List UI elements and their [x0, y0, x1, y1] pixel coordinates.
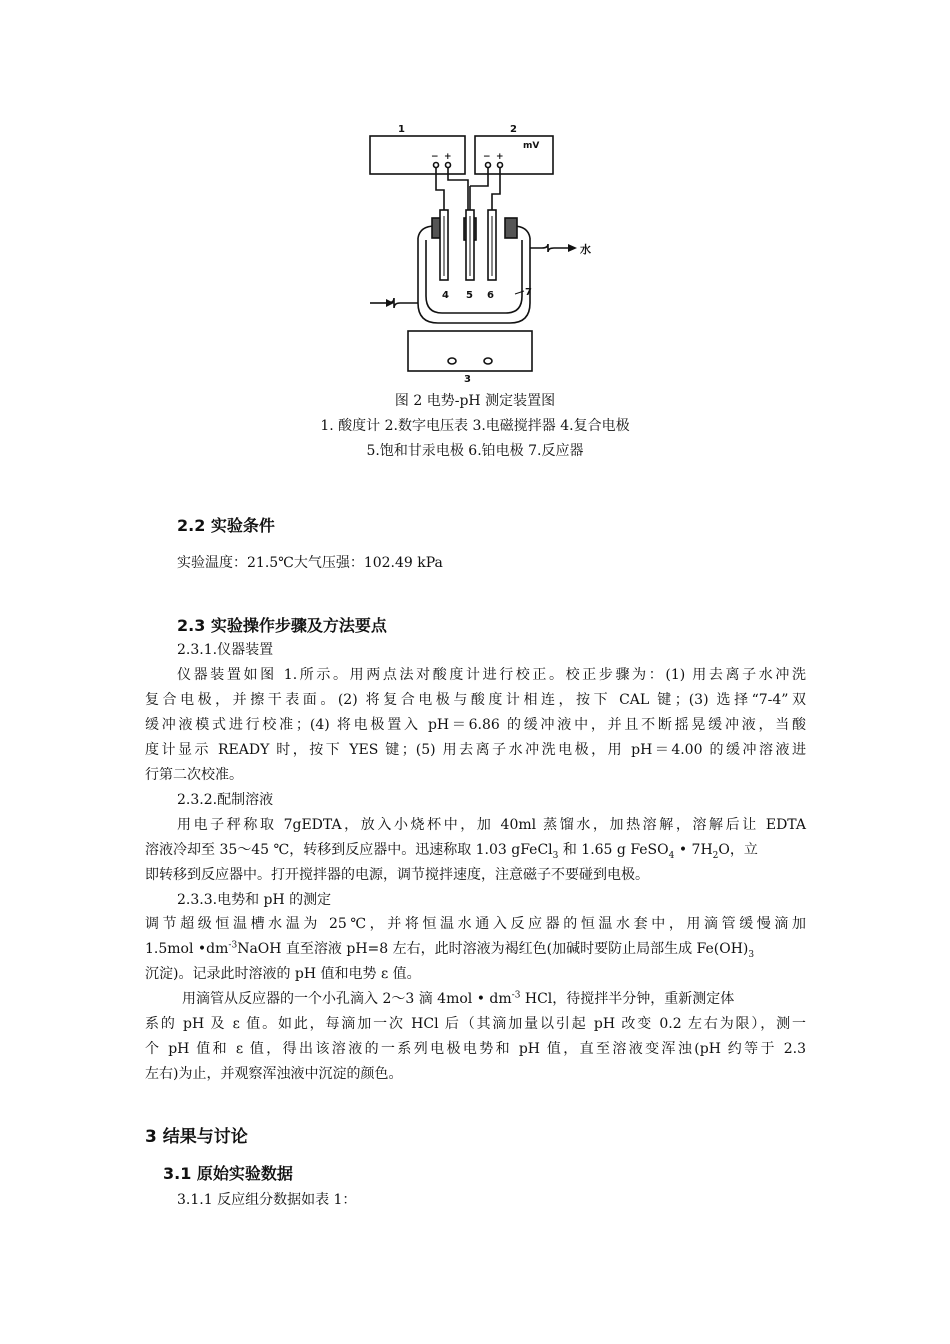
section-3-1-heading: 3.1 原始实验数据 — [163, 1164, 293, 1183]
p4-line1: 用滴管从反应器的一个小孔滴入 2～3 滴 4mol • $dm^{-3}$ HCl，待搅拌半分钟，重新测定体 — [182, 990, 735, 1007]
label-2: 2 — [510, 124, 517, 135]
subsection-2-3-3: 2.3.3.电势和 pH 的测定 — [177, 892, 332, 908]
p4-line2: 系的 pH 及 ε 值。如此，每滴加一次 HCl 后（其滴加量以引起 pH 改变 0.2 左右为限），测一 — [145, 1016, 806, 1032]
section-2-2-heading: 2.2 实验条件 — [177, 516, 275, 535]
label-7: 7 — [525, 287, 532, 298]
p1-line1: 仪器装置如图 1.所示。用两点法对酸度计进行校正。校正步骤为：(1) 用去离子水冲洗 — [177, 667, 806, 683]
stirrer-box — [408, 331, 532, 371]
label-minus-2: − — [483, 152, 491, 162]
figure-caption: 图 2 电势-pH 测定装置图 — [394, 393, 556, 409]
subsection-2-3-2: 2.3.2.配制溶液 — [177, 792, 274, 808]
p1-line4: 度计显示 READY 时，按下 YES 键；(5) 用去离子水冲洗电极，用 pH＝4.00 的缓冲溶液进 — [145, 742, 806, 758]
figure-legend-line1: 1. 酸度计 2.数字电压表 3.电磁搅拌器 4.复合电极 — [320, 418, 630, 434]
lid-right — [505, 218, 517, 238]
section-3-1-1-text: 3.1.1 反应组分数据如表 1： — [177, 1192, 357, 1208]
apparatus-diagram — [360, 118, 600, 388]
apparatus-figure — [360, 118, 600, 388]
label-minus-1: − — [431, 152, 439, 162]
p3-line2: 1.5mol $•dm^{-3}NaOH$ 直至溶液 pH=8 左右，此时溶液为褐红色(加碱时要防止局部生成 $Fe(OH)_3$ — [145, 940, 755, 960]
label-plus-1: + — [444, 152, 452, 162]
p1-line5: 行第二次校准。 — [145, 767, 243, 783]
section-2-3-heading: 2.3 实验操作步骤及方法要点 — [177, 616, 387, 635]
p1-line3: 缓冲液模式进行校准；(4) 将电极置入 pH＝6.86 的缓冲液中，并且不断摇晃缓冲液，当酸 — [145, 717, 806, 733]
p2-line2: 溶液冷却至 35～45 ℃，转移到反应器中。迅速称取 1.03 gFeCl$_3$ 和 1.65 g FeSO$_4$ • $7H_2O$，立 — [145, 842, 758, 861]
p4-line4: 左右)为止，并观察浑浊液中沉淀的颜色。 — [145, 1066, 403, 1082]
p3-line1: 调节超级恒温槽水温为 25℃，并将恒温水通入反应器的恒温水套中，用滴管缓慢滴加 — [145, 916, 806, 932]
label-water: 水 — [580, 243, 591, 256]
experiment-conditions: 实验温度：21.5℃大气压强：102.49 kPa — [177, 555, 443, 571]
label-4: 4 — [442, 290, 449, 301]
p3-line3: 沉淀)。记录此时溶液的 pH 值和电势 ε 值。 — [145, 966, 421, 982]
p4-line3: 个 pH 值和 ε 值，得出该溶液的一系列电极电势和 pH 值，直至溶液变浑浊(pH 约等于 2.3 — [145, 1041, 806, 1057]
label-mv: mV — [523, 141, 540, 151]
label-1: 1 — [398, 124, 405, 135]
figure-legend-line2: 5.饱和甘汞电极 6.铂电极 7.反应器 — [366, 443, 584, 459]
section-3-heading: 3 结果与讨论 — [145, 1127, 248, 1147]
label-5: 5 — [466, 290, 473, 301]
label-plus-2: + — [496, 152, 504, 162]
label-6: 6 — [487, 290, 494, 301]
p1-line2: 复合电极，并擦干表面。(2) 将复合电极与酸度计相连，按下 CAL 键；(3) 选择“7-4”双 — [145, 692, 806, 708]
p2-line3: 即转移到反应器中。打开搅拌器的电源，调节搅拌速度，注意磁子不要碰到电极。 — [145, 867, 649, 883]
p2-line1: 用电子秤称取 7gEDTA，放入小烧杯中，加 40ml 蒸馏水，加热溶解，溶解后让 EDTA — [177, 817, 806, 833]
subsection-2-3-1: 2.3.1.仪器装置 — [177, 642, 274, 658]
label-3: 3 — [464, 374, 471, 385]
